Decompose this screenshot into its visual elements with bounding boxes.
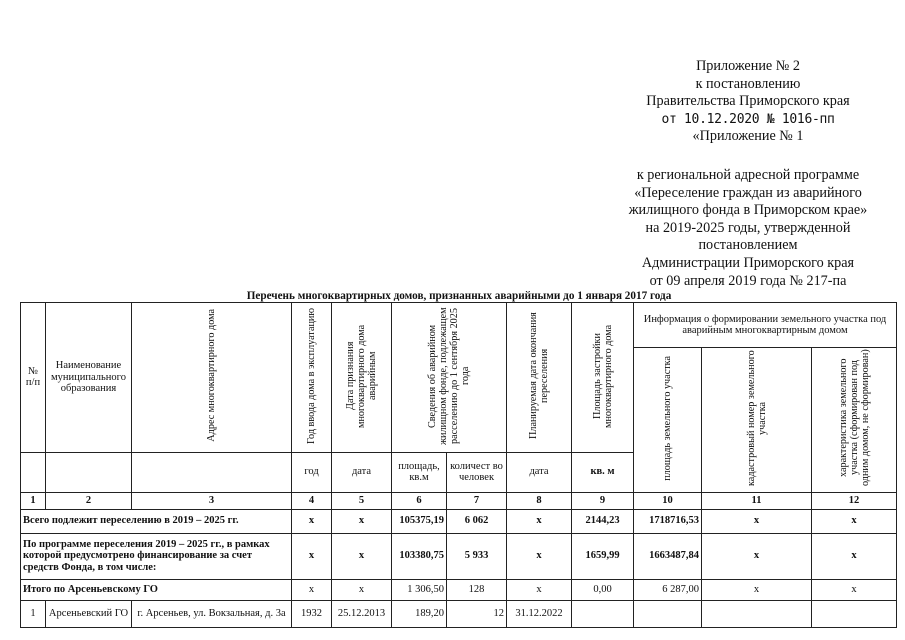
- row-cadastral: [702, 600, 812, 627]
- total-people: 6 062: [447, 509, 507, 533]
- arsenyev-characteristic: х: [812, 579, 897, 600]
- header-date-number-stamp: от 10.12.2020 № 1016-пп: [661, 111, 835, 127]
- program-people: 5 933: [447, 533, 507, 579]
- arsenyev-year: х: [292, 579, 332, 600]
- arsenyev-land-area: 6 287,00: [634, 579, 702, 600]
- col-number: 3: [132, 492, 292, 509]
- col-header-number: № п/п: [21, 303, 46, 453]
- program-row-label: По программе переселения 2019 – 2025 гг., в рамках которой предусмотрено финансирование за счет средств Фонда, в том числе:: [21, 533, 292, 579]
- total-land-area: 1718716,53: [634, 509, 702, 533]
- col-header-year: [292, 303, 332, 453]
- unit-end-date: дата: [507, 452, 572, 492]
- col-header-end-date-text: Планируемая дата окончания переселения: [528, 312, 550, 439]
- header-line: жилищного фонда в Приморском крае»: [628, 202, 868, 219]
- header-line: на 2019-2025 годы, утвержденной: [645, 219, 851, 236]
- unit-building-area: кв. м: [572, 452, 634, 492]
- col-header-municipality: Наименование муниципального образования: [46, 303, 132, 453]
- col-header-emergency-fund: [392, 303, 507, 453]
- total-characteristic: х: [812, 509, 897, 533]
- row-end-date: 31.12.2022: [507, 600, 572, 627]
- col-header-building-area-text: Площадь застройки многоквартирного дома: [591, 323, 614, 428]
- header-line: к постановлению: [695, 75, 801, 92]
- row-year: 1932: [292, 600, 332, 627]
- col-header-recognition-date-text: Дата признания многоквартирного дома аварийным: [345, 323, 378, 428]
- header-line: Приложение № 2: [696, 58, 800, 74]
- row-area: 189,20: [392, 600, 447, 627]
- program-year: х: [292, 533, 332, 579]
- total-date: х: [332, 509, 392, 533]
- col-header-year-text: Год ввода дома в эксплуатацию: [306, 307, 317, 444]
- total-row-label: Всего подлежит переселению в 2019 – 2025 гг.: [21, 509, 292, 533]
- total-area: 105375,19: [392, 509, 447, 533]
- col-header-end-date: [507, 303, 572, 453]
- total-cadastral: х: [702, 509, 812, 533]
- unit-people: количест во человек: [447, 452, 507, 492]
- program-end-date: х: [507, 533, 572, 579]
- header-line: Администрации Приморского края: [641, 254, 855, 271]
- program-date: х: [332, 533, 392, 579]
- header-gap: [600, 146, 896, 167]
- arsenyev-cadastral: х: [702, 579, 812, 600]
- col-header-land-group: Информация о формировании земельного участка под аварийным многоквартирным домом: [634, 303, 897, 348]
- col-number: 12: [812, 492, 897, 509]
- col-number: 2: [46, 492, 132, 509]
- row-number: 1: [21, 600, 46, 627]
- header-line: постановлением: [698, 237, 798, 254]
- col-number: 11: [702, 492, 812, 509]
- arsenyev-total-label: Итого по Арсеньевскому ГО: [21, 579, 292, 600]
- row-characteristic: [812, 600, 897, 627]
- col-header-land-area: [634, 348, 702, 493]
- program-building-area: 1659,99: [572, 533, 634, 579]
- total-building-area: 2144,23: [572, 509, 634, 533]
- total-year: х: [292, 509, 332, 533]
- arsenyev-building-area: 0,00: [572, 579, 634, 600]
- col-header-address-text: Адрес многоквартирного дома: [206, 309, 217, 442]
- col-header-land-characteristic: [812, 348, 897, 493]
- row-municipality: Арсеньевский ГО: [46, 600, 132, 627]
- col-header-recognition-date: [332, 303, 392, 453]
- total-end-date: х: [507, 509, 572, 533]
- col-header-emergency-fund-text: Сведения об аварийном жилищном фонде, подлежащем расселению до 1 сентября 2025 года: [427, 306, 471, 445]
- arsenyev-people: 128: [447, 579, 507, 600]
- header-line: Правительства Приморского края: [646, 93, 850, 110]
- col-number: 9: [572, 492, 634, 509]
- row-building-area: [572, 600, 634, 627]
- program-land-area: 1663487,84: [634, 533, 702, 579]
- col-number: 6: [392, 492, 447, 509]
- col-number: 5: [332, 492, 392, 509]
- header-line: «Приложение № 1: [692, 128, 804, 145]
- row-people: 12: [447, 600, 507, 627]
- unit-year: год: [292, 452, 332, 492]
- col-number: 10: [634, 492, 702, 509]
- program-area: 103380,75: [392, 533, 447, 579]
- row-address: г. Арсеньев, ул. Вокзальная, д. 3а: [132, 600, 292, 627]
- program-cadastral: х: [702, 533, 812, 579]
- row-recognition-date: 25.12.2013: [332, 600, 392, 627]
- arsenyev-area: 1 306,50: [392, 579, 447, 600]
- header-line: от 09 апреля 2019 года № 217-па: [649, 272, 847, 289]
- col-header-building-area: [572, 303, 634, 453]
- arsenyev-date: х: [332, 579, 392, 600]
- row-land-area: [634, 600, 702, 627]
- unit-cell-empty: [21, 452, 46, 492]
- col-header-land-area-text: площадь земельного участка: [662, 355, 673, 481]
- col-number: 8: [507, 492, 572, 509]
- col-header-address: [132, 303, 292, 453]
- housing-table: [20, 302, 897, 628]
- program-characteristic: х: [812, 533, 897, 579]
- unit-cell-empty: [132, 452, 292, 492]
- unit-area: площадь, кв.м: [392, 452, 447, 492]
- col-number: 1: [21, 492, 46, 509]
- arsenyev-end-date: х: [507, 579, 572, 600]
- col-header-land-characteristic-text: характеристика земельного участка (сформирован под одним домом, не сформирован): [837, 349, 871, 487]
- table-title: Перечень многоквартирных домов, признанных аварийными до 1 января 2017 года: [246, 290, 672, 302]
- header-line: «Переселение граждан из аварийного: [634, 184, 862, 201]
- appendix-header: [600, 58, 896, 290]
- unit-date: дата: [332, 452, 392, 492]
- col-header-cadastral-text: кадастровый номер земельного участка: [745, 350, 768, 486]
- col-header-cadastral: [702, 348, 812, 493]
- col-number: 7: [447, 492, 507, 509]
- header-line: к региональной адресной программе: [636, 166, 860, 183]
- col-number: 4: [292, 492, 332, 509]
- unit-cell-empty: [46, 452, 132, 492]
